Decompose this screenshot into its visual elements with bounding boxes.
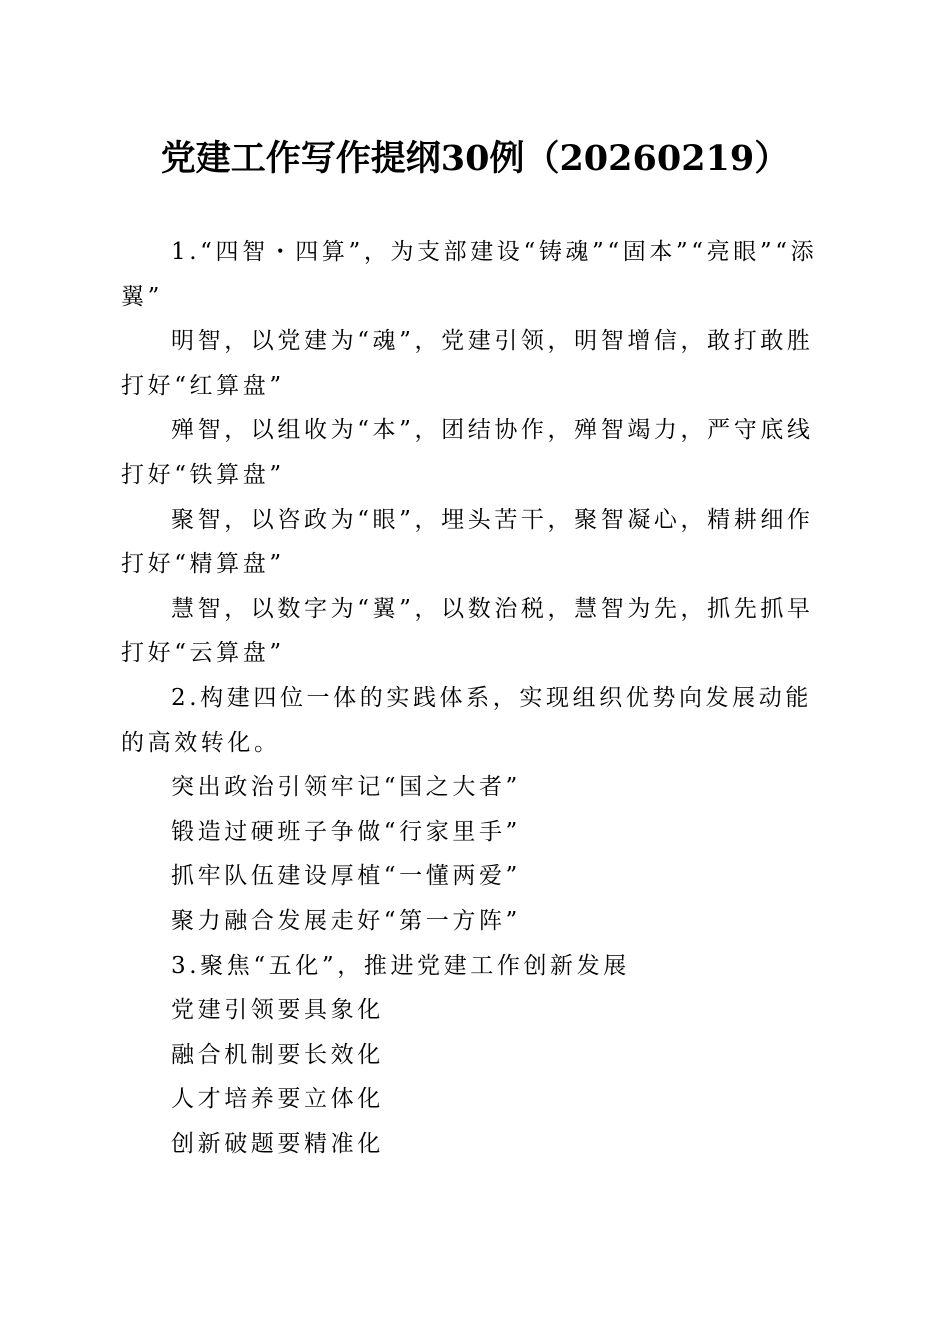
document-body	[121, 230, 821, 1166]
paragraph: 慧智，以数字为“翼”，以数治税，慧智为先，抓先抓早打好“云算盘”	[121, 595, 814, 667]
paragraph: 融合机制要长效化	[171, 1041, 384, 1068]
paragraph: 人才培养要立体化	[171, 1086, 384, 1113]
paragraph: 殚智，以组收为“本”，团结协作，殚智竭力，严守底线打好“铁算盘”	[121, 417, 814, 488]
section-heading-3: 3.聚焦“五化”，推进党建工作创新发展	[171, 952, 630, 979]
document-title: 党建工作写作提纲30例（20260219）	[160, 138, 790, 179]
paragraph: 突出政治引领牢记“国之大者”	[171, 774, 521, 801]
section-heading-1: 1.“四智・四算”，为支部建设“铸魂”“固本”“亮眼”“添翼”	[121, 239, 818, 310]
paragraph: 创新破题要精准化	[171, 1130, 384, 1157]
section-heading-2: 2.构建四位一体的实践体系，实现组织优势向发展动能的高效转化。	[121, 684, 812, 756]
paragraph: 聚智，以咨政为“眼”，埋头苦干，聚智凝心，精耕细作打好“精算盘”	[121, 506, 814, 578]
paragraph: 锻造过硬班子争做“行家里手”	[171, 818, 521, 845]
paragraph: 明智，以党建为“魂”，党建引领，明智增信，敢打敢胜打好“红算盘”	[121, 328, 814, 399]
paragraph: 党建引领要具象化	[171, 997, 384, 1024]
paragraph: 抓牢队伍建设厚植“一懂两爱”	[171, 863, 521, 890]
paragraph: 聚力融合发展走好“第一方阵”	[171, 907, 521, 934]
